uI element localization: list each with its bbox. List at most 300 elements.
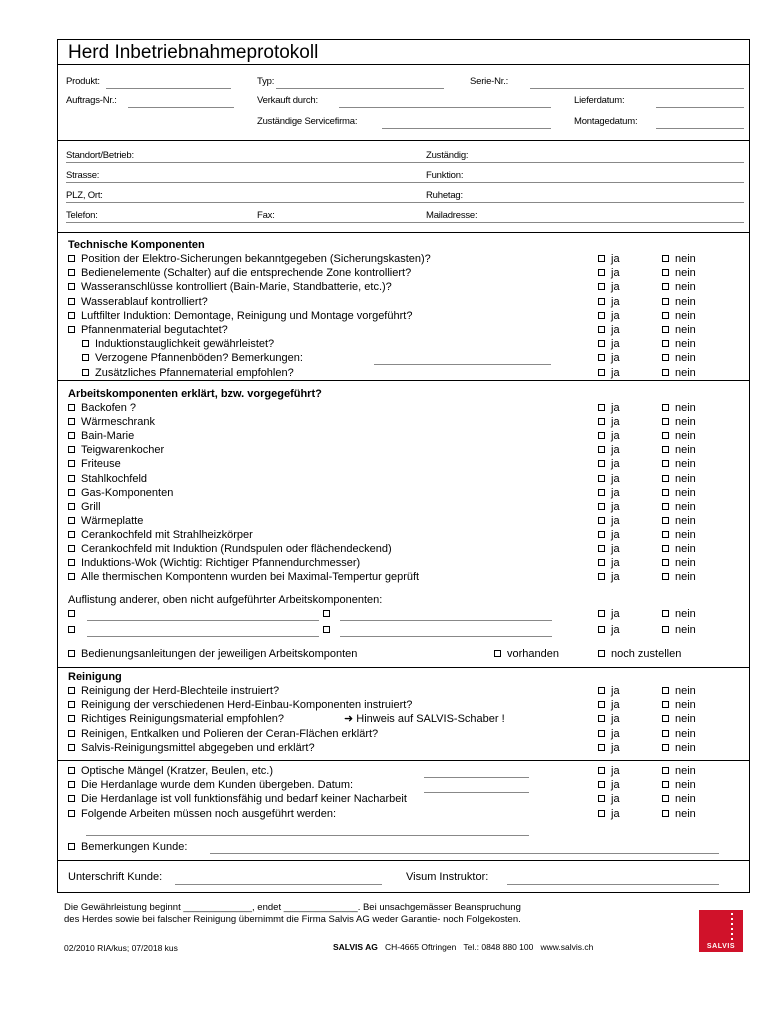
technik-item-label: Pfannenmaterial begutachtet?: [81, 324, 228, 336]
checkbox-icon[interactable]: [68, 767, 75, 774]
checkbox-icon[interactable]: [598, 559, 605, 566]
ja-label: ja: [611, 699, 620, 712]
field-arbeiten[interactable]: [86, 835, 529, 836]
final-item-label: Die Herdanlage ist voll funktionsfähig und bedarf keiner Nacharbeit: [81, 793, 407, 806]
checkbox-icon[interactable]: [598, 626, 605, 633]
field-telefon[interactable]: [66, 222, 428, 223]
label-montagedatum: Montagedatum:: [574, 116, 638, 127]
ja-label: ja: [611, 338, 620, 351]
ja-option[interactable]: [598, 416, 620, 429]
checkbox-icon[interactable]: [598, 610, 605, 617]
technik-item-label: Verzogene Pfannenböden? Bemerkungen:: [95, 352, 303, 365]
ja-option[interactable]: [598, 352, 620, 365]
checkbox-icon[interactable]: [68, 269, 75, 276]
field-uebergabe-datum[interactable]: [424, 792, 529, 793]
field-typ[interactable]: [276, 88, 444, 89]
technik-item[interactable]: [68, 253, 431, 266]
checkbox-icon[interactable]: [598, 795, 605, 802]
field-mail[interactable]: [426, 222, 744, 223]
arbeit-item-label: Alle thermischen Kompontenn wurden bei Maximal-Tempertur geprüft: [81, 571, 420, 584]
ja-option[interactable]: [598, 793, 620, 806]
checkbox-icon[interactable]: [662, 730, 669, 737]
checkbox-icon[interactable]: [662, 298, 669, 305]
checkbox-icon[interactable]: [68, 545, 75, 552]
checkbox-icon[interactable]: [598, 687, 605, 694]
ja-option[interactable]: [598, 529, 620, 542]
ja-option[interactable]: [598, 685, 620, 698]
checkbox-icon[interactable]: [662, 531, 669, 538]
technik-item[interactable]: [68, 296, 208, 309]
checkbox-icon[interactable]: [68, 715, 75, 722]
warranty-text-line1: Die Gewährleistung beginnt _____________, endet ______________. Bei unsachgemässer Beanspruchung: [64, 902, 521, 913]
nein-option[interactable]: [662, 416, 696, 429]
ja-option[interactable]: [598, 430, 620, 443]
nein-label: nein: [675, 624, 696, 636]
ja-label: ja: [611, 416, 620, 429]
checkbox-icon[interactable]: [662, 404, 669, 411]
arbeit-item[interactable]: [68, 416, 155, 429]
ja-option[interactable]: [598, 624, 620, 637]
nein-label: nein: [675, 807, 696, 820]
warranty-text-line2: des Herdes sowie bei falscher Reinigung übernimmt die Firma Salvis AG weder Garantie- noch Folgekosten.: [64, 914, 521, 925]
section-heading-reinigung: Reinigung: [68, 671, 122, 683]
checkbox-icon[interactable]: [598, 460, 605, 467]
field-maengel[interactable]: [424, 777, 529, 778]
arbeit-item[interactable]: [68, 402, 136, 415]
ja-option[interactable]: [598, 281, 620, 294]
nein-option[interactable]: [662, 430, 696, 443]
checkbox-icon[interactable]: [68, 404, 75, 411]
checkbox-icon[interactable]: [598, 517, 605, 524]
arbeit-item[interactable]: [68, 458, 121, 471]
checkbox-icon[interactable]: [68, 701, 75, 708]
ja-label: ja: [611, 352, 620, 365]
arbeit-item[interactable]: [68, 557, 360, 570]
nein-option[interactable]: [662, 487, 696, 500]
nein-option[interactable]: [662, 473, 696, 486]
ja-option[interactable]: [598, 543, 620, 556]
checkbox-icon[interactable]: [662, 744, 669, 751]
checkbox-icon[interactable]: [598, 545, 605, 552]
bemerkungen-row[interactable]: [68, 841, 187, 854]
separator: [58, 64, 749, 65]
nein-option[interactable]: [662, 338, 696, 351]
checkbox-icon[interactable]: [662, 715, 669, 722]
arbeit-item[interactable]: [68, 529, 253, 542]
ja-label: ja: [611, 295, 620, 308]
ja-option[interactable]: [598, 458, 620, 471]
checkbox-icon[interactable]: [662, 610, 669, 617]
checkbox-icon[interactable]: [68, 781, 75, 788]
arbeit-item[interactable]: [68, 487, 173, 500]
checkbox-icon[interactable]: [68, 312, 75, 319]
nein-label: nein: [675, 713, 696, 726]
final-item[interactable]: [68, 765, 273, 778]
nein-label: nein: [675, 472, 696, 485]
ja-option[interactable]: [598, 571, 620, 584]
ja-label: ja: [611, 557, 620, 570]
technik-item[interactable]: [68, 267, 411, 280]
checkbox-icon[interactable]: [598, 744, 605, 751]
checkbox-icon[interactable]: [598, 701, 605, 708]
arbeit-item[interactable]: [68, 501, 101, 514]
checkbox-icon[interactable]: [68, 432, 75, 439]
ja-label: ja: [611, 713, 620, 726]
section-heading-arbeit: Arbeitskomponenten erklärt, bzw. vorgegeführt?: [68, 388, 322, 400]
checkbox-icon[interactable]: [68, 418, 75, 425]
ja-label: ja: [611, 402, 620, 414]
ja-label: ja: [611, 807, 620, 820]
final-item[interactable]: [68, 793, 407, 806]
checkbox-icon[interactable]: [598, 781, 605, 788]
checkbox-icon[interactable]: [68, 559, 75, 566]
field-bemerkungen[interactable]: [210, 853, 719, 854]
ja-option[interactable]: [598, 367, 620, 380]
technik-item[interactable]: [82, 338, 274, 351]
checkbox-icon[interactable]: [598, 432, 605, 439]
checkbox-icon[interactable]: [662, 781, 669, 788]
other-component-row[interactable]: [323, 608, 336, 621]
arbeit-item[interactable]: [68, 444, 164, 457]
ja-option[interactable]: [598, 742, 620, 755]
field-serie[interactable]: [530, 88, 744, 89]
checkbox-icon[interactable]: [68, 503, 75, 510]
arbeit-item-label: Gas-Komponenten: [81, 486, 174, 499]
arbeit-item[interactable]: [68, 473, 147, 486]
field-funktion[interactable]: [426, 182, 744, 183]
checkbox-icon[interactable]: [662, 559, 669, 566]
checkbox-icon[interactable]: [598, 269, 605, 276]
field-standort[interactable]: [66, 162, 428, 163]
checkbox-icon[interactable]: [598, 650, 605, 657]
technik-item[interactable]: [68, 281, 392, 294]
nein-option[interactable]: [662, 624, 696, 637]
ja-label: ja: [611, 741, 620, 754]
manuals-row[interactable]: [68, 648, 357, 661]
technik-item[interactable]: [68, 324, 228, 337]
checkbox-icon[interactable]: [662, 687, 669, 694]
final-item[interactable]: [68, 779, 353, 792]
checkbox-icon[interactable]: [662, 283, 669, 290]
checkbox-icon[interactable]: [662, 369, 669, 376]
nachzustellen-option[interactable]: [598, 648, 681, 661]
checkbox-icon[interactable]: [68, 298, 75, 305]
checkbox-icon[interactable]: [662, 573, 669, 580]
checkbox-icon[interactable]: [598, 312, 605, 319]
ja-option[interactable]: [598, 402, 620, 415]
arbeit-item[interactable]: [68, 430, 134, 443]
label-zustaendig: Zuständig:: [426, 150, 469, 161]
ja-label: ja: [611, 685, 620, 697]
section-heading-technik: Technische Komponenten: [68, 239, 205, 251]
ja-option[interactable]: [598, 713, 620, 726]
nein-label: nein: [675, 281, 696, 294]
nein-label: nein: [675, 295, 696, 308]
label-lieferdatum: Lieferdatum:: [574, 95, 625, 106]
nein-label: nein: [675, 685, 696, 697]
technik-item[interactable]: [82, 367, 294, 380]
final-item[interactable]: [68, 808, 336, 821]
checkbox-icon[interactable]: [598, 715, 605, 722]
label-ruhetag: Ruhetag:: [426, 190, 463, 201]
nein-label: nein: [675, 765, 696, 777]
field-pfannenboeden[interactable]: [374, 364, 551, 365]
checkbox-icon[interactable]: [662, 795, 669, 802]
checkbox-icon[interactable]: [598, 404, 605, 411]
other-component-row[interactable]: [68, 608, 81, 621]
other-component-field[interactable]: [340, 636, 552, 637]
ja-option[interactable]: [598, 310, 620, 323]
ja-label: ja: [611, 444, 620, 457]
field-strasse[interactable]: [66, 182, 428, 183]
ja-option[interactable]: [598, 253, 620, 266]
checkbox-icon[interactable]: [82, 340, 89, 347]
label-standort: Standort/Betrieb:: [66, 150, 134, 161]
checkbox-icon[interactable]: [662, 418, 669, 425]
reinigung-item[interactable]: [68, 699, 412, 712]
label-fax: Fax:: [257, 210, 275, 221]
nein-option[interactable]: [662, 324, 696, 337]
checkbox-icon[interactable]: [662, 810, 669, 817]
nein-option[interactable]: [662, 779, 696, 792]
checkbox-icon[interactable]: [68, 610, 75, 617]
ja-label: ja: [611, 528, 620, 541]
checkbox-icon[interactable]: [598, 475, 605, 482]
checkbox-icon[interactable]: [598, 326, 605, 333]
checkbox-icon[interactable]: [68, 326, 75, 333]
nein-option[interactable]: [662, 543, 696, 556]
ja-label: ja: [611, 793, 620, 806]
protocol-form: [57, 39, 750, 893]
ja-option[interactable]: [598, 765, 620, 778]
ja-option[interactable]: [598, 608, 620, 621]
signature-label-instruktor: Visum Instruktor:: [406, 871, 489, 883]
nein-label: nein: [675, 571, 696, 584]
bemerkungen-label: Bemerkungen Kunde:: [81, 841, 188, 853]
ja-option[interactable]: [598, 444, 620, 457]
ja-option[interactable]: [598, 487, 620, 500]
signature-field-instruktor[interactable]: [507, 884, 719, 885]
checkbox-icon[interactable]: [598, 340, 605, 347]
nein-option[interactable]: [662, 608, 696, 621]
nein-option[interactable]: [662, 793, 696, 806]
checkbox-icon[interactable]: [68, 446, 75, 453]
nein-option[interactable]: [662, 296, 696, 309]
ja-label: ja: [611, 267, 620, 280]
checkbox-icon[interactable]: [662, 460, 669, 467]
reinigung-item[interactable]: [68, 713, 284, 726]
label-funktion: Funktion:: [426, 170, 464, 181]
ja-option[interactable]: [598, 267, 620, 280]
nein-option[interactable]: [662, 267, 696, 280]
arbeit-item[interactable]: [68, 571, 419, 584]
company-web: www.salvis.ch: [540, 942, 594, 952]
checkbox-icon[interactable]: [598, 298, 605, 305]
checkbox-icon[interactable]: [598, 446, 605, 453]
arbeit-item-label: Teigwarenkocher: [81, 444, 165, 457]
field-zustaendig[interactable]: [426, 162, 744, 163]
nein-option[interactable]: [662, 458, 696, 471]
nein-option[interactable]: [662, 571, 696, 584]
checkbox-icon[interactable]: [68, 460, 75, 467]
checkbox-icon[interactable]: [598, 503, 605, 510]
nein-option[interactable]: [662, 765, 696, 778]
ja-option[interactable]: [598, 501, 620, 514]
nein-option[interactable]: [662, 808, 696, 821]
technik-item[interactable]: [82, 352, 303, 365]
ja-option[interactable]: [598, 779, 620, 792]
nein-option[interactable]: [662, 699, 696, 712]
checkbox-icon[interactable]: [662, 503, 669, 510]
checkbox-icon[interactable]: [662, 545, 669, 552]
field-verkauft[interactable]: [339, 107, 551, 108]
field-auftrags[interactable]: [128, 107, 234, 108]
checkbox-icon[interactable]: [662, 767, 669, 774]
checkbox-icon[interactable]: [662, 475, 669, 482]
ja-option[interactable]: [598, 728, 620, 741]
checkbox-icon[interactable]: [598, 531, 605, 538]
technik-item[interactable]: [68, 310, 412, 323]
field-servicefirma[interactable]: [382, 128, 551, 129]
field-produkt[interactable]: [106, 88, 231, 89]
ja-label: ja: [611, 366, 620, 379]
checkbox-icon[interactable]: [662, 340, 669, 347]
reinigung-item[interactable]: [68, 685, 279, 698]
other-component-row[interactable]: [323, 624, 336, 637]
checkbox-icon[interactable]: [68, 531, 75, 538]
checkbox-icon[interactable]: [82, 369, 89, 376]
checkbox-icon[interactable]: [68, 744, 75, 751]
checkbox-icon[interactable]: [662, 432, 669, 439]
nein-label: nein: [675, 430, 696, 443]
checkbox-icon[interactable]: [68, 795, 75, 802]
nein-option[interactable]: [662, 685, 696, 698]
checkbox-icon[interactable]: [598, 255, 605, 262]
checkbox-icon[interactable]: [598, 489, 605, 496]
nein-option[interactable]: [662, 742, 696, 755]
arbeit-item[interactable]: [68, 515, 143, 528]
label-telefon: Telefon:: [66, 210, 98, 221]
separator: [58, 860, 749, 861]
checkbox-icon[interactable]: [598, 283, 605, 290]
label-plz: PLZ, Ort:: [66, 190, 103, 201]
checkbox-icon[interactable]: [68, 843, 75, 850]
checkbox-icon[interactable]: [662, 312, 669, 319]
reinigung-item[interactable]: [68, 728, 378, 741]
arbeit-item-label: Stahlkochfeld: [81, 472, 148, 485]
checkbox-icon[interactable]: [68, 730, 75, 737]
nein-label: nein: [675, 416, 696, 429]
ja-label: ja: [611, 514, 620, 527]
checkbox-icon[interactable]: [68, 626, 75, 633]
nein-option[interactable]: [662, 501, 696, 514]
nein-option[interactable]: [662, 557, 696, 570]
nein-option[interactable]: [662, 728, 696, 741]
ja-option[interactable]: [598, 324, 620, 337]
checkbox-icon[interactable]: [598, 418, 605, 425]
checkbox-icon[interactable]: [68, 255, 75, 262]
checkbox-icon[interactable]: [598, 354, 605, 361]
field-plz[interactable]: [66, 202, 428, 203]
other-component-field[interactable]: [87, 620, 319, 621]
arbeit-item[interactable]: [68, 543, 392, 556]
nein-option[interactable]: [662, 444, 696, 457]
checkbox-icon[interactable]: [82, 354, 89, 361]
checkbox-icon[interactable]: [494, 650, 501, 657]
nein-option[interactable]: [662, 402, 696, 415]
checkbox-icon[interactable]: [68, 573, 75, 580]
checkbox-icon[interactable]: [68, 687, 75, 694]
ja-option[interactable]: [598, 515, 620, 528]
checkbox-icon[interactable]: [662, 255, 669, 262]
nein-label: nein: [675, 486, 696, 499]
ja-option[interactable]: [598, 557, 620, 570]
checkbox-icon[interactable]: [662, 489, 669, 496]
checkbox-icon[interactable]: [68, 650, 75, 657]
field-montagedatum[interactable]: [656, 128, 744, 129]
other-component-field[interactable]: [340, 620, 552, 621]
checkbox-icon[interactable]: [598, 767, 605, 774]
checkbox-icon[interactable]: [662, 517, 669, 524]
checkbox-icon[interactable]: [662, 701, 669, 708]
checkbox-icon[interactable]: [662, 446, 669, 453]
nein-option[interactable]: [662, 529, 696, 542]
checkbox-icon[interactable]: [68, 283, 75, 290]
other-component-row[interactable]: [68, 624, 81, 637]
ja-option[interactable]: [598, 808, 620, 821]
ja-option[interactable]: [598, 473, 620, 486]
version-text: 02/2010 RIA/kus; 07/2018 kus: [64, 943, 178, 953]
nein-label: nein: [675, 543, 696, 555]
nein-option[interactable]: [662, 367, 696, 380]
nein-label: nein: [675, 324, 696, 336]
field-ruhetag[interactable]: [426, 202, 744, 203]
ja-option[interactable]: [598, 296, 620, 309]
vorhanden-option[interactable]: [494, 648, 559, 661]
checkbox-icon[interactable]: [68, 517, 75, 524]
checkbox-icon[interactable]: [68, 475, 75, 482]
checkbox-icon[interactable]: [323, 626, 330, 633]
checkbox-icon[interactable]: [323, 610, 330, 617]
checkbox-icon[interactable]: [68, 489, 75, 496]
ja-option[interactable]: [598, 338, 620, 351]
reinigung-item[interactable]: [68, 742, 315, 755]
field-lieferdatum[interactable]: [656, 107, 744, 108]
reinigung-item-label: Salvis-Reinigungsmittel abgegeben und erklärt?: [81, 741, 315, 754]
checkbox-icon[interactable]: [662, 626, 669, 633]
checkbox-icon[interactable]: [68, 810, 75, 817]
other-component-field[interactable]: [87, 636, 319, 637]
ja-option[interactable]: [598, 699, 620, 712]
nein-option[interactable]: [662, 310, 696, 323]
nein-option[interactable]: [662, 281, 696, 294]
checkbox-icon[interactable]: [598, 730, 605, 737]
checkbox-icon[interactable]: [598, 573, 605, 580]
nein-option[interactable]: [662, 352, 696, 365]
checkbox-icon[interactable]: [662, 354, 669, 361]
checkbox-icon[interactable]: [598, 369, 605, 376]
ja-label: ja: [611, 571, 620, 584]
signature-field-kunde[interactable]: [175, 884, 382, 885]
checkbox-icon[interactable]: [662, 269, 669, 276]
signature-label-kunde: Unterschrift Kunde:: [68, 871, 163, 883]
checkbox-icon[interactable]: [598, 810, 605, 817]
nein-option[interactable]: [662, 253, 696, 266]
nein-option[interactable]: [662, 713, 696, 726]
nein-option[interactable]: [662, 515, 696, 528]
arbeit-item-label: Grill: [81, 500, 101, 513]
checkbox-icon[interactable]: [662, 326, 669, 333]
